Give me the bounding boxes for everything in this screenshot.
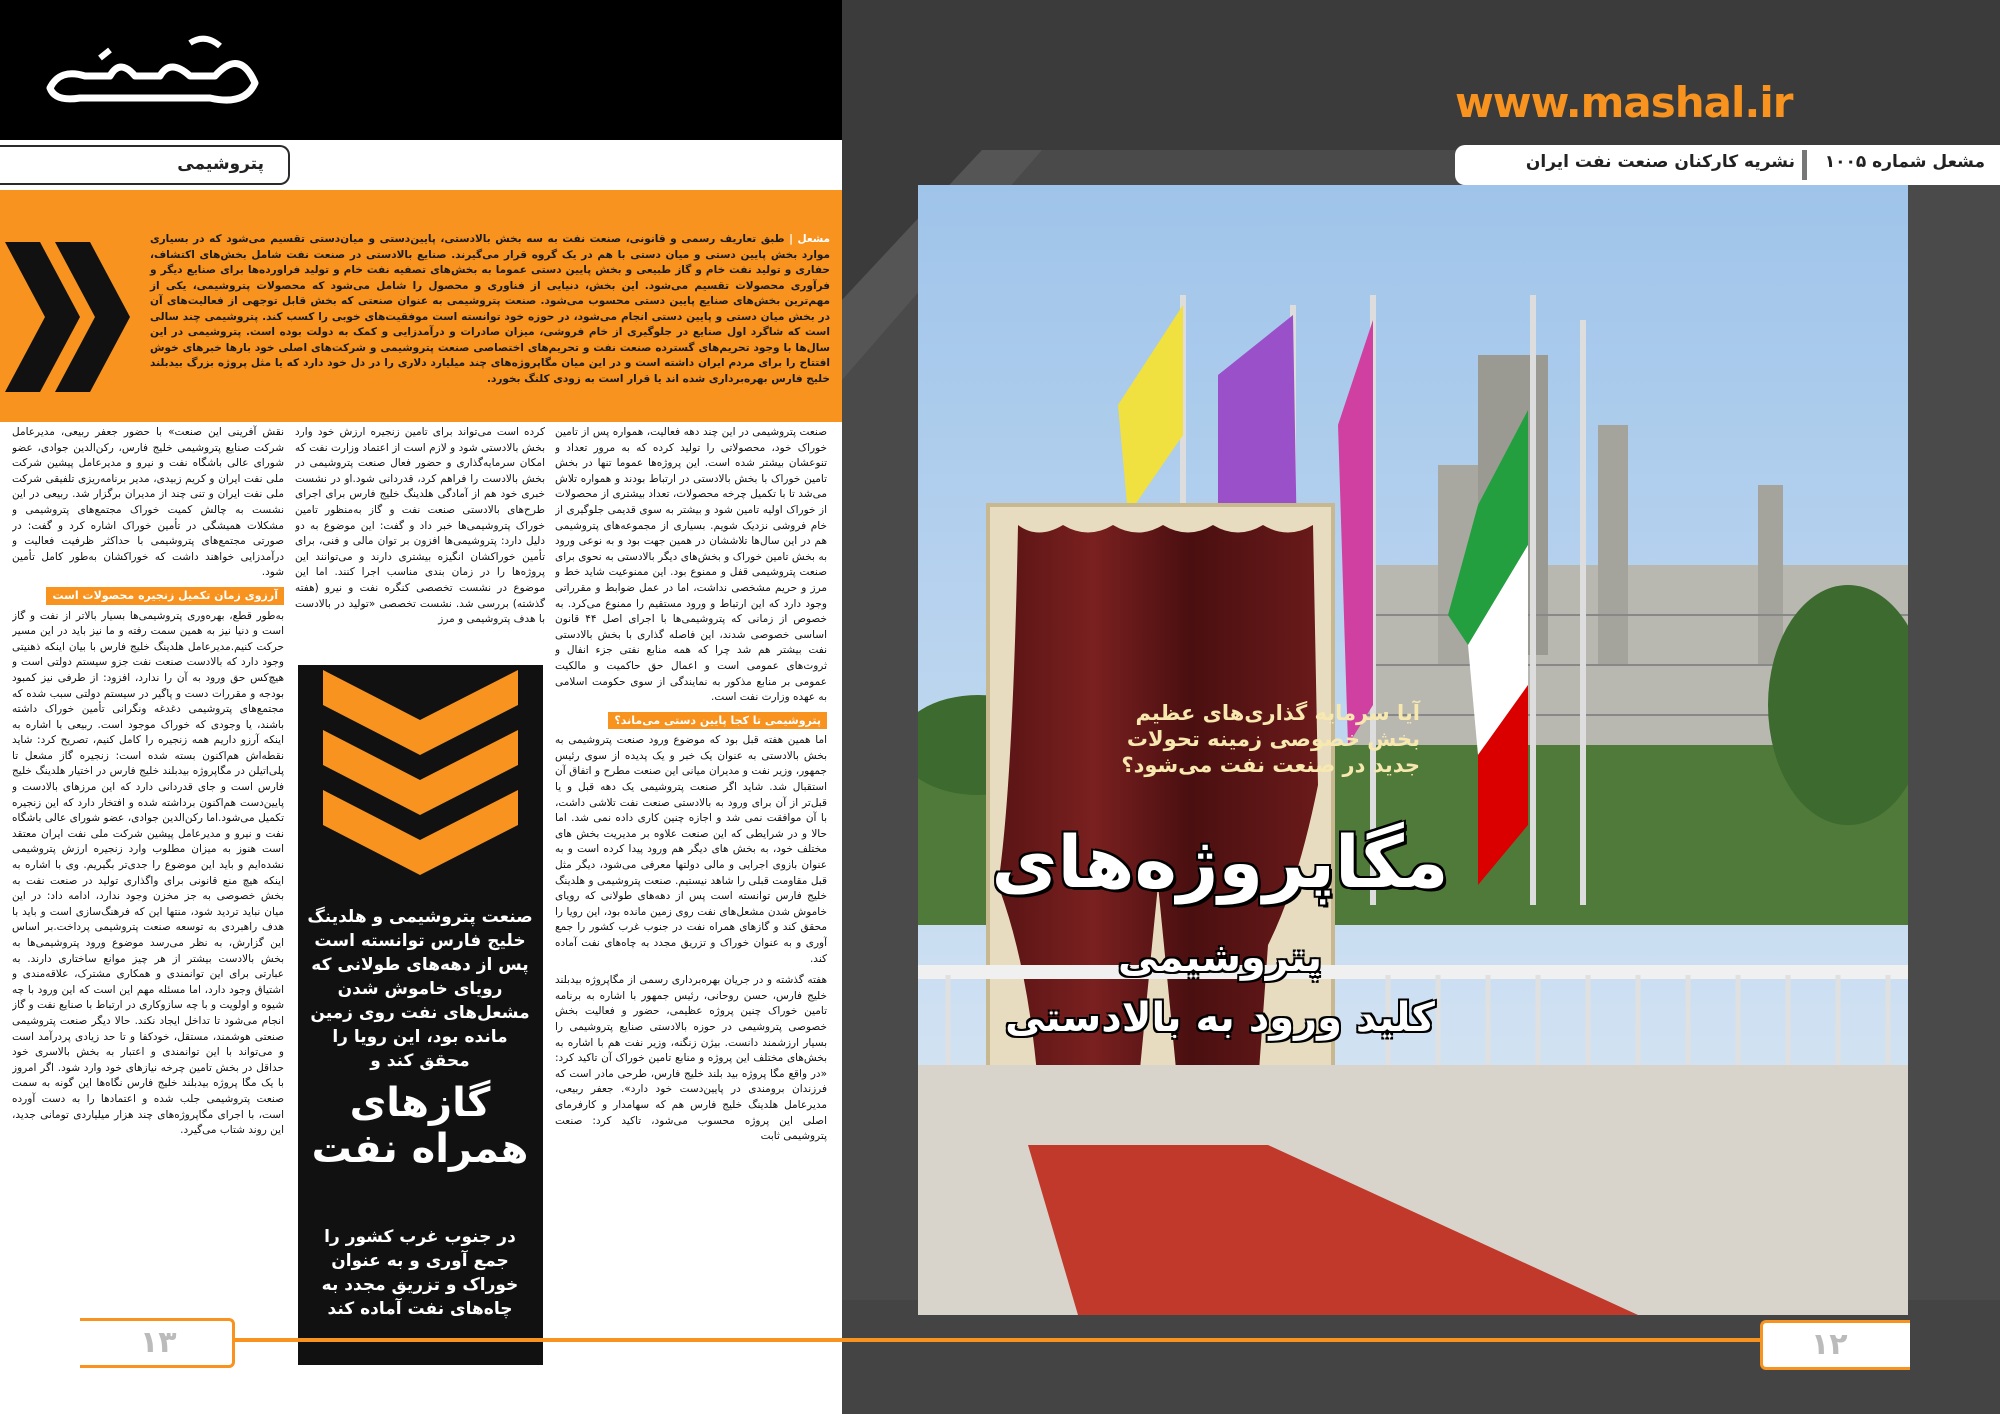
page-number: ۱۳ [140, 1325, 177, 1360]
column-paragraph: به‌طور قطع، بهره‌وری پتروشیمی‌ها بسیار بالاتر از نفت و گاز است و دنیا نیز به همین سمت رفته و ما نیز باید در این مسیر حرکت کنیم.مدیرعامل هلدینگ خلیج فارس با بیان اینکه ذهنیتی وجود دارد که بالادست صنعت نفت جزو سیستم دولتی است و هیچ‌کس حق ورود به آن را ندارد، افزود: از طرفی نیز کمبود بودجه و مقررات دست و پاگیر در سیستم دولتی سبب شده که مجتمع‌های پتروشیمی دغدغه ونگرانی تأمین خوراک داشته باشند، یا وجودی که خوراک موجود است. ربیعی با اشاره به اینکه آرزو داریم همه زنجیره را کامل کنیم، تصریح کرد: شاید نقطه‌اش هم‌اکنون بسته شده است: زنجیره گاز مشعل تا پلی‌اتیلن در مگاپروژه بیدبلند خلیج فارس در اختیار هلدینگ خلیج فارس است و جای قدردانی دارد که این مرزهای بالادست و پایین‌دست هم‌اکنون برداشته شده و افتخار دارد که این زنجیره تکمیل می‌شود.اما رکن‌الدین جوادی، عضو شورای عالی باشگاه نفت و نیرو و مدیرعامل پیشین شرکت ملی نفت ایران معتقد است هنوز به میزان مطلوب وارد زنجیره ارزش پتروشیمی نشده‌ایم و باید این موضوع را جدی‌تر بگیریم. وی با اشاره به اینکه هیچ منع قانونی برای واگذاری تولید در صنعت نفت به بخش خصوصی به جز مخزن وجود ندارد، ادامه داد: در این میان نباید تردید شود، منتها این که فرهنگ‌سازی است و باید با هدف راهبردی به توسعه صنعت پتروشیمی پرداخت.بر اساس این گزارش، به نظر می‌رسد موضوع ورود پتروشیمی‌ها به بخش بالادست بیشتر از هر چیز موانع ساختاری دارند. به عبارتی برای این توانمندی و همکاری مشترک، علاقه‌مندی و اشتیاق وجود دارد، اما مسئله مهم این است که این ورود با چه شیوه و اولویت و با چه سازوکاری در ارتباط با صنایع نفت و گاز انجام می‌شود تا تداخل ایجاد نکند. حالا دیگر صنعت پتروشیمی صنعتی هوشمند، مستقل، خودکفا و تا حد زیادی پردرآمد است و می‌تواند با این توانمندی و اعتبار به بخش بالاسری خود حداقل در بخش تامین چرخه نیازهای خود وارد شود. اگر امروز با یک مگا پروژه بیدبلند خلیج فارس نگاه‌ها این گونه به سمت صنعت پتروشیمی جلب شده و اعتمادها را به دست آورده است، با اجرای مگاپروژه‌های چند هزار میلیاردی تومانی جدید، این روند شتاب می‌گیرد. [12, 609, 284, 1137]
callout-title: گازهای همراه نفت [311, 1080, 529, 1172]
article-column-left [12, 425, 284, 1285]
lead-text: طبق تعاریف رسمی و قانونی، صنعت نفت به سه بخش بالادستی، پایین‌دستی و میان‌دستی تقسیم می‌شود که در بسیاری موارد بخش پایین دستی و میان دستی با هم در یک گروه قرار می‌گیرند. صنایع بالادستی در صنعت نفت شامل بخش‌های اکتشاف، حفاری و تولید نفت خام و گاز طبیعی و بخش پایین دستی عموما به بخش‌های تصفیه نفت خام و تولید فراورده‌ها برای صنایع دیگر و فرآوری محصولات تقسیم می‌شود. این بخش، دنیایی از فناوری و محصول را شامل می‌شود که محصولات پتروشیمی، یکی از مهم‌ترین بخش‌های صنایع پایین دستی محسوب می‌شود. صنعت پتروشیمی به عنوان صنعتی که بخش قابل توجهی از فعالیت‌های آن در بخش میان دستی و پایین دستی انجام می‌شود، در حوزه خود توانسته است موفقیت‌های خوبی را کسب کند. پتروشیمی چند سالی است که شاگرد اول صنایع در جلوگیری از خام فروشی، میزان صادرات و درآمدزایی و کمک به دولت بوده است. پتروشیمی در این سال‌ها با وجود تحریم‌های گسترده صنعت نفت و تحریم‌های اختصاصی صنعت پتروشیمی و شرکت‌های اصلی خود بارها خبرهای خوش افتتاح را برای مردم ایران داشته است و در این میان مگاپروژه‌های چند میلیارد دلاری را در دل خود دارد که یا مثل پروژه بزرگ بیدبلند خلیج فارس بهره‌برداری شده اند یا قرار است به زودی کلنگ بخورد. [150, 233, 830, 385]
column-paragraph: صنعت پتروشیمی در این چند دهه فعالیت، همواره پس از تامین خوراک خود، محصولاتی را تولید کرده که به مرور تعداد و تنوعشان بیشتر شده است. این پروژه‌ها عموما تنها در بخش تامین خوراک با بخش بالادستی در ارتباط بودند و همواره تلاش می‌شد تا با تکمیل چرخه محصولات، تعداد بیشتری از محصولات از خوراک اولیه تامین شود و بیشتر به سوی قدیمی جلوگیری از خام فروشی نزدیک شویم. بسیاری از مجموعه‌های پتروشیمی هم در این سال‌ها تلاششان در همین جهت بود و به نوعی ورود به بخش تامین خوراک و بخش‌های دیگر بالادستی به نحوی برای صنعت پتروشیمی قفل و ممنوع بود. این ممنوعیت شاید خط و مرز و حریم مشخصی نداشت، اما در عمل ضوابط و مقرراتی وجود دارد که این ارتباط و ورود مستقیم را ممنوع می‌کرد. به خصوص از زمانی که پتروشیمی‌ها با اجرای اصل ۴۴ قانون اساسی خصوصی شدند، این فاصله گذاری با بخش بالادستی نفت بیشتر هم شد چرا که همه منابع نفتی جزء انفال و ثروت‌های عمومی است و اعمال حق حاکمیت و مالکیت عمومی بر منابع مذکور به نمایندگی از سوی حکومت اسلامی به عهده وزارت نفت است. [555, 426, 827, 704]
column-paragraph: کرده است می‌تواند برای تامین زنجیره ارزش خود وارد بخش بالادستی شود و لازم است از اعتماد وزارت نفت که امکان سرمایه‌گذاری و حضور فعال صنعت پتروشیمی در بخش بالادست را فراهم کرد، قدردانی شود.او در نشست خبری خود هم از آمادگی هلدینگ خلیج فارس برای اجرای طرح‌های بالادستی صنعت نفت و گاز به‌منظور تامین خوراک پتروشیمی‌ها خبر داد و گفت: این موضوع به دو دلیل دارد: پتروشیمی‌ها افزون بر توان مالی و فنی، برای تأمین خوراکشان انگیزه بیشتری دارند و می‌توانند این پروژه‌ها را در زمان بندی مناسب اجرا کنند. اما این موضوع در نشست تخصصی کنگره نفت و نیرو (هفته گذشته) بررسی شد. نشست تخصصی «تولید در بالادست با هدف پتروشیمی و مرز [295, 426, 545, 626]
issue-number: مشعل شماره ۱۰۰۵ [1824, 152, 1985, 172]
lead-brand: مشعل | [789, 233, 831, 245]
column-paragraph: نقش آفرینی این صنعت» با حضور جعفر ربیعی، مدیرعامل شرکت صنایع پتروشیمی خلیج فارس، رکن‌الدین جوادی، عضو شورای عالی باشگاه نفت و نیرو و مدیرعامل پیشین شرکت ملی نفت ایران و کریم زبیدی، مدیر برنامه‌ریزی تلفیقی شرکت ملی نفت ایران و تنی چند از مدیران برگزار شد. ربیعی در این نشست به چالش کمیت خوراک مجتمع‌های پتروشیمی و مشکلات همیشگی در تأمین خوراک اشاره کرد و گفت: در صورتی مجتمع‌های پتروشیمی با حداکثر ظرفیت فعالیت و درآمدزایی خواهند داشت که خوراکشان به‌طور کامل تأمین شود. [12, 426, 284, 579]
cover-question: آیا سرمایه گذاری‌های عظیم بخش خصوصی زمینه تحولات جدید در صنعت نفت می‌شود؟ [1121, 701, 1420, 777]
article-column-middle [295, 425, 545, 655]
chevron-down-icon [323, 670, 518, 880]
page-number-right: ۱۲ [1811, 1327, 1848, 1362]
publication-name: نشریه کارکنان صنعت نفت ایران [1525, 152, 1795, 172]
subheading: آرزوی زمان تکمیل زنجیره محصولات است [46, 587, 284, 605]
column-paragraph: اما همین هفته قبل بود که موضوع ورود صنعت پتروشیمی به بخش بالادستی به عنوان یک خبر و یک پدیده از سوی رئیس جمهور، وزیر نفت و مدیران میانی این صنعت مطرح و اتفاق آن استقبال شد. شاید اگر صنعت پتروشیمی یک دهه قبل و یا قبل‌تر از آن برای ورود به بالادستی صنعت نفت تلاشی داشت، با آن موافقت نمی شد و اجازه چنین کاری داده نمی شد. اما حالا و در شرایطی که این صنعت علاوه بر مدیریت بخش های مختلف خود، به بخش های دیگر هم ورود پیدا کرده است و به عنوان بازوی اجرایی و مالی دولتها معرفی می‌شود، دیگر مثل قبل مقاومت قبلی را شاهد نیستیم. صنعت پتروشیمی و هلدینگ خلیج فارس توانسته است پس از دهه‌های طولانی که رویای خاموش شدن مشعل‌های نفت روی زمین مانده بود، این رویا را محقق کند و گازهای همراه نفت در جنوب غرب کشور را جمع آوری و به عنوان خوراک و تزریق مجدد به چاه‌های نفت آماده کند. [555, 734, 827, 965]
cover-title: مگاپروژه‌های [991, 820, 1449, 904]
publication-separator [1802, 150, 1807, 180]
article-column-right [555, 425, 827, 1235]
section-tab [0, 145, 290, 185]
page-number-box-right [1760, 1320, 1910, 1370]
lead-paragraph [150, 232, 830, 402]
header-diagonal-shape [230, 0, 842, 190]
cover-subtitle-second: کلید ورود به بالادستی [1005, 995, 1435, 1041]
column-paragraph: هفته گذشته و در جریان بهره‌برداری رسمی از مگاپروژه بیدبلند خلیج فارس، حسن روحانی، رئیس جمهور با اشاره به برنامه تامین خوراک چنین پروژه عظیمی، حضور و فعالیت بخش خصوصی پتروشیمی در حوزه بالادستی صنایع پتروشیمی را بسیار ارزشمند دانست. بیژن زنگنه، وزیر نفت هم با اشاره به بخش‌های مختلف این پروژه و منابع تامین خوراک آن تاکید کرد: «در واقع مگا پروژه بید بلند خلیج فارس، طرحی مادر است که فرزندان برومندی در پایین‌دست خود دارد». جعفر ربیعی، مدیرعامل هلدینگ خلیج فارس هم که سهامدار و کارفرمای اصلی این پروژه محسوب می‌شود، تاکید کرد: صنعت پتروشیمی ثابت [555, 974, 827, 1143]
section-label: پتروشیمی [177, 154, 264, 174]
footer-rule [235, 1338, 842, 1342]
mashal-logo [40, 28, 270, 118]
subheading: پتروشیمی تا کجا پایین دستی می‌ماند؟ [608, 712, 827, 730]
footer-rule-right [842, 1338, 1760, 1342]
callout-text: صنعت پتروشیمی و هلدینگ خلیج فارس توانسته است پس از دهه‌های طولانی که رویای خاموش شدن مشعل‌های نفت روی زمین مانده بود، این رویا را محقق کند و [307, 907, 533, 1071]
chevron-arrows-icon [0, 222, 170, 412]
site-url: www.mashal.ir [1455, 78, 1793, 127]
callout-text-bottom: در جنوب غرب کشور را جمع آوری و به عنوان خوراک و تزریق مجدد به چاه‌های نفت آماده کند [321, 1227, 519, 1319]
page-number-box [80, 1318, 235, 1368]
cover-subtitle: پتروشیمی [1117, 935, 1323, 981]
